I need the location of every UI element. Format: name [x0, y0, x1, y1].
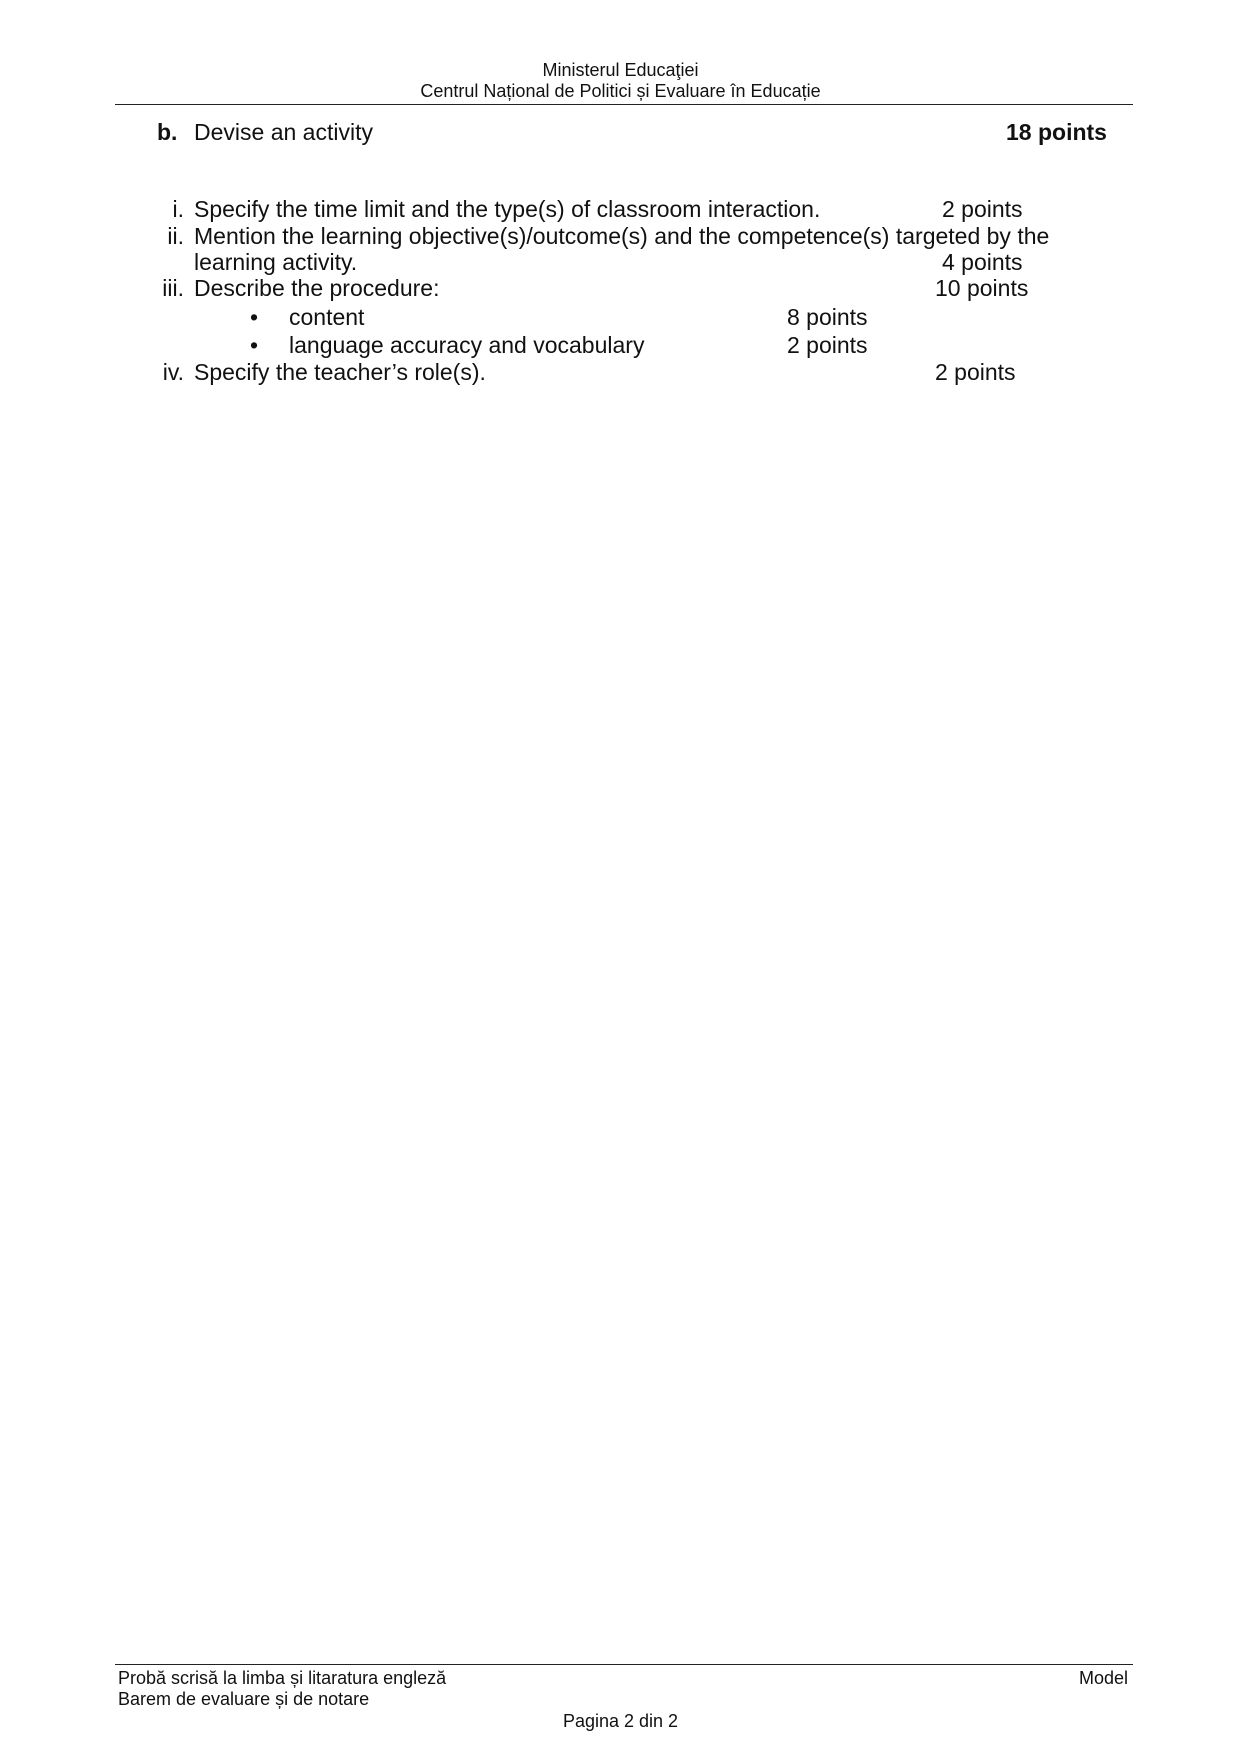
- header-center: Centrul Național de Politici și Evaluare în Educație: [420, 81, 821, 101]
- bullet-points: 8 points: [787, 304, 868, 330]
- footer-page-number: Pagina 2 din 2: [562, 1711, 679, 1731]
- footer-divider: [115, 1664, 1133, 1665]
- footer-scoring: Barem de evaluare și de notare: [118, 1689, 370, 1709]
- section-title: Devise an activity: [194, 119, 373, 145]
- item-text: Specify the teacher’s role(s).: [194, 359, 486, 385]
- item-number: ii.: [167, 223, 184, 249]
- item-points: 10 points: [935, 275, 1029, 301]
- footer-exam: Probă scrisă la limba și litaratura engleză: [118, 1668, 447, 1688]
- bullet-icon: •: [250, 304, 259, 330]
- section-points: 18 points: [1006, 119, 1107, 145]
- bullet-text: language accuracy and vocabulary: [289, 332, 645, 358]
- item-points: 2 points: [935, 359, 1016, 385]
- item-text-line2: learning activity.: [194, 249, 358, 275]
- item-points: 4 points: [942, 249, 1023, 275]
- item-number: i.: [172, 196, 184, 222]
- item-number: iv.: [162, 359, 184, 385]
- section-letter: b.: [157, 119, 178, 145]
- item-text: Specify the time limit and the type(s) of classroom interaction.: [194, 196, 821, 222]
- bullet-points: 2 points: [787, 332, 868, 358]
- header-divider: [115, 104, 1133, 105]
- header-ministry: Ministerul Educaţiei: [542, 60, 699, 80]
- item-number: iii.: [162, 275, 184, 301]
- item-text: Describe the procedure:: [194, 275, 440, 301]
- item-text-line1: Mention the learning objective(s)/outcome(s) and the competence(s) targeted by the: [194, 223, 1050, 249]
- item-points: 2 points: [942, 196, 1023, 222]
- bullet-text: content: [289, 304, 365, 330]
- footer-model: Model: [1079, 1668, 1129, 1688]
- bullet-icon: •: [250, 332, 259, 358]
